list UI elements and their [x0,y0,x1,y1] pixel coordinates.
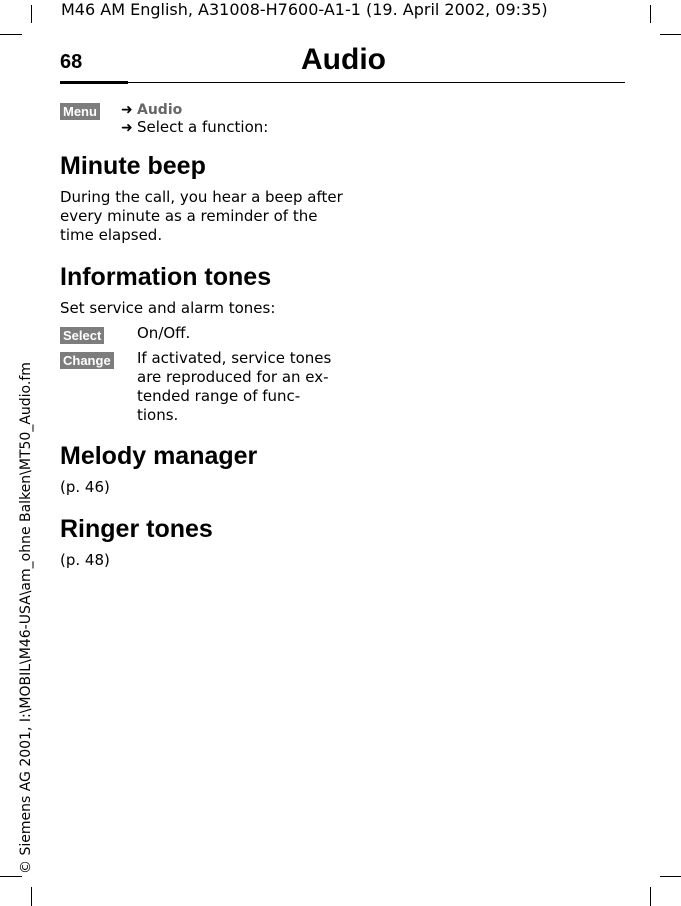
nav-instruction-line [121,118,268,138]
section-intro: Set service and alarm tones: [60,299,276,317]
arrow-right-icon: ➜ [121,120,133,136]
nav-path [60,101,100,120]
crop-mark [31,887,32,906]
text-line: every minute as a reminder of the [60,207,318,225]
text-line: During the call, you hear a beep after [60,188,343,206]
text-line: are reproduced for an ex- [137,368,329,386]
nav-path-line [121,100,182,120]
section-body [60,478,110,497]
arrow-right-icon: ➜ [121,102,133,118]
crop-mark [31,5,32,23]
section-body [60,551,110,570]
section-body [60,188,343,245]
menu-key: Menu [60,103,100,120]
section-heading: Melody manager [60,442,258,470]
crop-mark [650,5,651,23]
crop-mark [0,876,22,877]
nav-instruction: Select a function: [137,118,269,136]
crop-mark [660,34,681,35]
crop-mark [660,876,681,877]
page-number: 68 [60,51,83,73]
crop-mark [0,34,22,35]
crop-mark [650,887,651,906]
text-line: If activated, service tones [137,349,332,367]
section-heading: Minute beep [60,152,206,180]
option-key-change [60,350,114,369]
nav-path-item: Audio [137,102,183,118]
option-description [137,349,331,425]
change-key: Change [60,352,114,369]
page-reference: (p. 48) [60,551,110,569]
section-heading: Ringer tones [60,515,213,543]
page-reference: (p. 46) [60,478,110,496]
section-heading: Information tones [60,263,272,291]
text-line: On/Off. [137,324,191,342]
copyright-sidebar: © Siemens AG 2001, I:\MOBIL\M46-USA\am_ohne Balken\MT50_Audio.fm [18,362,34,874]
text-line: time elapsed. [60,226,163,244]
text-line: tions. [137,406,179,424]
option-description [137,324,190,343]
option-key-select [60,325,104,344]
header-rule-accent [60,81,128,84]
select-key: Select [60,327,104,344]
text-line: tended range of func- [137,387,301,405]
page-title: Audio [301,43,386,76]
document-info: M46 AM English, A31008-H7600-A1-1 (19. April 2002, 09:35) [61,0,548,19]
header-rule [60,82,625,83]
